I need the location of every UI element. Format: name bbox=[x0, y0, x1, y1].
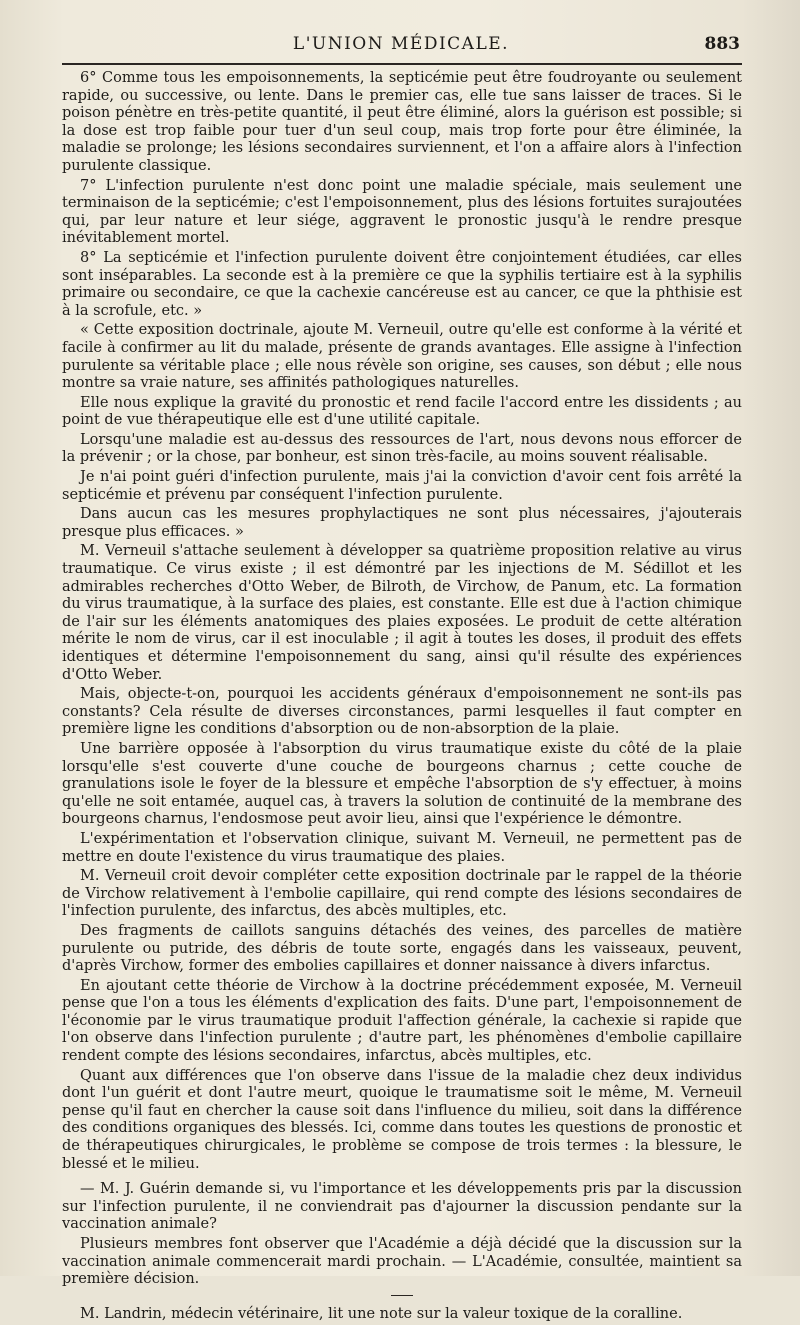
header-rule bbox=[62, 63, 742, 65]
paragraph: Lorsqu'une maladie est au-dessus des ressources de l'art, nous devons nous efforcer de la prévenir ; or la chose, par bonheur, est sinon très-facile, au moins souvent réalisable. bbox=[62, 431, 742, 466]
paragraph: « Cette exposition doctrinale, ajoute M. Verneuil, outre qu'elle est conforme à la vérité et facile à confirmer au lit du malade, présente de grands avantages. Elle assigne à l'infection purulente sa véritable place ; elle nous révèle son origine, ses causes, son début ; elle nous montre sa vraie nature, ses affinités pathologiques naturelles. bbox=[62, 322, 742, 392]
paragraph: 8° La septicémie et l'infection purulente doivent être conjointement étudiées, car elles sont inséparables. La seconde est à la première ce que la syphilis tertiaire est à la syphilis primaire ou secondaire, ce que la cachexie cancéreuse est au cancer, ce que la phthisie est à la scrofule, etc. » bbox=[62, 249, 742, 319]
section-separator bbox=[391, 1295, 413, 1296]
body-text bbox=[62, 70, 742, 1325]
paragraph: M. Verneuil s'attache seulement à développer sa quatrième proposition relative au virus traumatique. Ce virus existe ; il est démontré par les injections de M. Sédillot et les admirables recherches d'Otto Weber, de Bilroth, de Virchow, de Panum, etc. La formation du virus traumatique, à la surface des plaies, est constante. Elle est due à l'action chimique de l'air sur les éléments anatomiques des plaies exposées. Le produit de cette altération mérite le nom de virus, car il est inoculable ; il agit à toutes les doses, il produit des effets identiques et détermine l'empoisonnement du sang, ainsi qu'il résulte des expériences d'Otto Weber. bbox=[62, 543, 742, 683]
paragraph: 7° L'infection purulente n'est donc point une maladie spéciale, mais seulement une terminaison de la septicémie; c'est l'empoisonnement, plus des lésions fortuites surajoutées qui, par leur nature et leur siége, aggravent le pronostic jusqu'à le rendre presque inévitablement mortel. bbox=[62, 177, 742, 247]
paragraph: Je n'ai point guéri d'infection purulente, mais j'ai la conviction d'avoir cent fois arrêté la septicémie et prévenu par conséquent l'infection purulente. bbox=[62, 469, 742, 503]
paragraph: 6° Comme tous les empoisonnements, la septicémie peut être foudroyante ou seulement rapide, ou successive, ou lente. Dans le premier cas, elle tue sans laisser de traces. Si le poison pénètre en très-petite quantité, il peut être éliminé, alors la guérison est possible; si la dose est trop faible pour tuer d'un seul coup, mais trop forte pour être éliminée, la maladie se prolonge; les lésions secondaires surviennent, et l'on a affaire alors à l'infection purulente classique. bbox=[62, 70, 742, 174]
paragraph: Une barrière opposée à l'absorption du virus traumatique existe du côté de la plaie lorsqu'elle s'est couverte d'une couche de bourgeons charnus ; cette couche de granulations isole le foyer de la blessure et empêche l'absorption de s'y effectuer, à moins qu'elle ne soit entamée, auquel cas, à travers la solution de continuité de la membrane des bourgeons charnus, l'endosmose peut avoir lieu, ainsi que l'expérience le démontre. bbox=[62, 740, 742, 828]
paragraph: Elle nous explique la gravité du pronostic et rend facile l'accord entre les dissidents ; au point de vue thérapeutique elle est d'une utilité capitale. bbox=[62, 394, 742, 429]
paragraph: Dans aucun cas les mesures prophylactiques ne sont plus nécessaires, j'ajouterais presque plus efficaces. » bbox=[62, 506, 742, 540]
paragraph: Quant aux différences que l'on observe dans l'issue de la maladie chez deux individus dont l'un guérit et dont l'autre meurt, quoique le traumatisme soit le même, M. Verneuil pense qu'il faut en chercher la cause soit dans l'influence du milieu, soit dans la différence des conditions organiques des blessés. Ici, comme dans toutes les questions de pronostic et de thérapeutiques chirurgicales, le problème se compose de trois termes : la blessure, le blessé et le milieu. bbox=[62, 1067, 742, 1172]
paragraph: Des fragments de caillots sanguins détachés des veines, des parcelles de matière purulente ou putride, des débris de toute sorte, engagés dans les vaisseaux, peuvent, d'après Virchow, former des embolies capillaires et donner naissance à divers infarctus. bbox=[62, 922, 742, 975]
running-title: L'UNION MÉDICALE. bbox=[292, 34, 510, 54]
paragraph: M. Verneuil croit devoir compléter cette exposition doctrinale par le rappel de la théorie de Virchow relativement à l'embolie capillaire, qui rend compte des lésions secondaires de l'infection purulente, des infarctus, des abcès multiples, etc. bbox=[62, 868, 742, 920]
paragraph: Mais, objecte-t-on, pourquoi les accidents généraux d'empoisonnement ne sont-ils pas constants? Cela résulte de diverses circonstances, parmi lesquelles il faut compter en première ligne les conditions d'absorption ou de non-absorption de la plaie. bbox=[62, 686, 742, 738]
paragraph: Plusieurs membres font observer que l'Académie a déjà décidé que la discussion sur la vaccination animale commencerait mardi prochain. — L'Académie, consultée, maintient sa première décision. bbox=[62, 1236, 742, 1288]
running-header bbox=[62, 34, 740, 60]
paragraph: En ajoutant cette théorie de Virchow à la doctrine précédemment exposée, M. Verneuil pense que l'on a tous les éléments d'explication des faits. D'une part, l'empoisonnement de l'économie par le virus traumatique produit l'affection générale, la cachexie si rapide que l'on observe dans l'infection purulente ; d'autre part, les phénomènes d'embolie capillaire rendent compte des lésions secondaires, infarctus, abcès multiples, etc. bbox=[62, 977, 742, 1065]
page-number: 883 bbox=[704, 34, 740, 54]
closing-paragraph: M. Landrin, médecin vétérinaire, lit une note sur la valeur toxique de la coralline. bbox=[80, 1305, 683, 1322]
page-gutter-shadow bbox=[742, 0, 800, 1276]
paragraph: — M. J. Guérin demande si, vu l'importance et les développements pris par la discussion sur l'infection purulente, il ne conviendrait pas d'ajourner la discussion pendante sur la vaccination animale? bbox=[62, 1181, 742, 1233]
paragraph: L'expérimentation et l'observation clinique, suivant M. Verneuil, ne permettent pas de mettre en doute l'existence du virus traumatique des plaies. bbox=[62, 830, 742, 865]
